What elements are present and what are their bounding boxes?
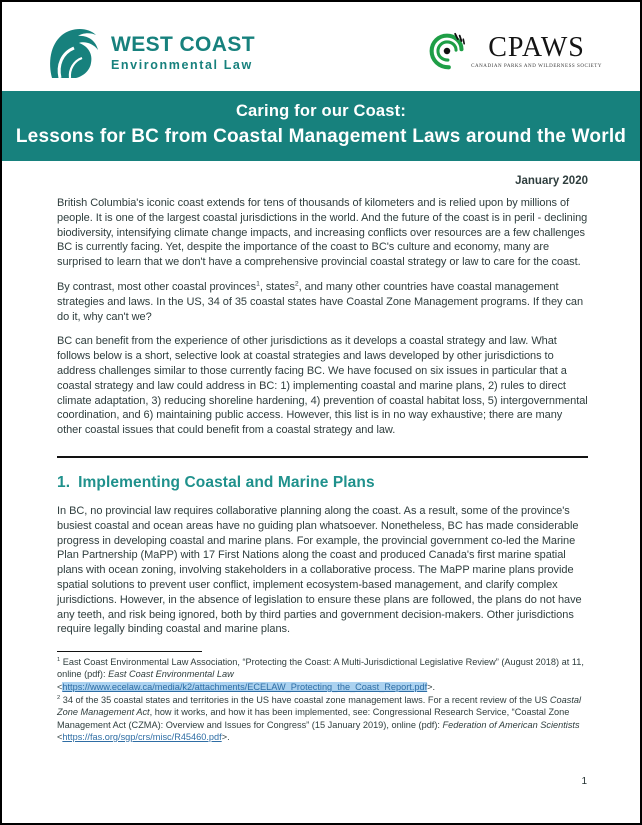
text-segment: , states [259, 280, 295, 293]
footnote-link[interactable]: https://www.ecelaw.ca/media/k2/attachments/ECELAW_Protecting_the_Coast_Report.pdf [62, 681, 428, 692]
section-1-paragraph: In BC, no provincial law requires collaborative planning along the coast. As a result, some of the province's busiest coastal and ocean areas have no guiding plan whatsoever. Nonetheless, BC has made considerable progress in developing coastal and marine plans. For example, the provincial government co-led the Marine Plan Partnership (MaPP) with 17 First Nations along the coast and produced Canada's first marine spatial plans with ocean zoning, involving stakeholders in a collaborative process. The MaPP marine plans provide spatial solutions to prevent user conflict, implement ecosystem-based management, and clarify complex jurisdictions. However, in the absence of legislation to ensure these plans are followed, the plans do not have any teeth, and risk being ignored, both by third parties and government decision-makers. Other jurisdictions require legally binding coastal and marine plans. [57, 504, 582, 636]
cpaws-logo-name: CPAWS [488, 31, 585, 63]
text-segment: , how it works, and how it has been implemented, see: Congressional Research Service, “Coastal Zone Management Act (CZMA): Overview and Issues for Congress” (15 January 2019), online (pdf): [57, 707, 570, 730]
document-title-line2: Lessons for BC from Coastal Management Laws around the World [15, 126, 627, 147]
section-1-title: Implementing Coastal and Marine Plans [78, 473, 375, 491]
text-segment: < [57, 731, 63, 742]
section-1-heading [57, 474, 588, 492]
cpaws-spiral-icon [428, 32, 466, 70]
header [2, 2, 640, 91]
wcel-logo [46, 27, 255, 79]
text-segment: East Coast Environmental Law Association, “Protecting the Coast: A Multi-Jurisdictional Legislative Review” (August 2018) at 11, online (pdf): [57, 657, 584, 680]
text-segment: Federation of American Scientists [442, 719, 580, 730]
intro-paragraph-3: BC can benefit from the experience of other jurisdictions as it develops a coastal strategy and law. What follows below is a short, selective look at coastal strategies and laws developed by other jurisdictions to address challenges similar to those currently facing BC. We have focused on six issues in particular that a coastal strategy and law could address in BC: 1) implementing coastal and marine plans, 2) rules to direct climate adaptation, 3) reducing shoreline hardening, 4) prevention of coastal habitat loss, 5) intergovernmental coordination, and 6) maintaining public access. However, this list is in no way exhaustive; there are many other coastal issues that could benefit from a coastal strategy and law. [57, 335, 588, 437]
wave-logo-icon [46, 27, 102, 79]
wcel-logo-line1: WEST COAST [111, 32, 255, 56]
page-number: 1 [581, 776, 587, 787]
text-segment: >. [427, 681, 436, 692]
superscript-reference: 2 [294, 280, 299, 288]
document-title-line1: Caring for our Coast: [235, 102, 407, 120]
text-segment: 34 of the 35 coastal states and territories in the US have coastal zone management laws. For a recent review of the US [60, 695, 550, 706]
footnote-1 [57, 656, 588, 693]
text-segment: , and many other countries have coastal management strategies and laws. In the US, 34 of 35 coastal states have Coastal Zone Management programs. If they can do it, why can't we? [57, 280, 584, 323]
intro-paragraph-1: British Columbia's iconic coast extends for tens of thousands of kilometers and is relied upon by millions of people. It is one of the largest coastal jurisdictions in the world. And the future of the coast is in peril - declining biodiversity, intensifying climate change impacts, and increasing conflicts over resources are a few challenges BC is currently facing. Yet, despite the importance of the coast to BC's culture and economy, many are surprised to learn that we don't have a comprehensive provincial coastal strategy or law to care for the coast. [57, 197, 588, 269]
superscript-reference: 2 [57, 694, 61, 701]
text-segment: >. [221, 731, 230, 742]
section-divider [57, 456, 588, 458]
text-segment: By contrast, most other coastal provinces [57, 280, 257, 293]
title-banner [2, 91, 640, 161]
superscript-reference: 1 [57, 657, 61, 664]
superscript-reference: 1 [256, 280, 260, 288]
cpaws-logo-tagline: CANADIAN PARKS AND WILDERNESS SOCIETY [471, 63, 602, 69]
intro-paragraph-2 [57, 280, 588, 324]
wcel-logo-line2: Environmental Law [111, 58, 253, 73]
text-segment: < [57, 681, 63, 692]
document-body [2, 175, 640, 743]
footnote-2 [57, 694, 588, 743]
footnote-divider [57, 651, 202, 652]
footnote-link[interactable]: https://fas.org/sgp/crs/misc/R45460.pdf [62, 731, 222, 742]
text-segment: Coastal Zone Management Act [57, 695, 582, 718]
cpaws-logo [428, 32, 602, 70]
publication-date: January 2020 [515, 175, 588, 187]
section-1-number: 1. [57, 473, 71, 491]
text-segment: East Coast Environmental Law [108, 669, 234, 680]
